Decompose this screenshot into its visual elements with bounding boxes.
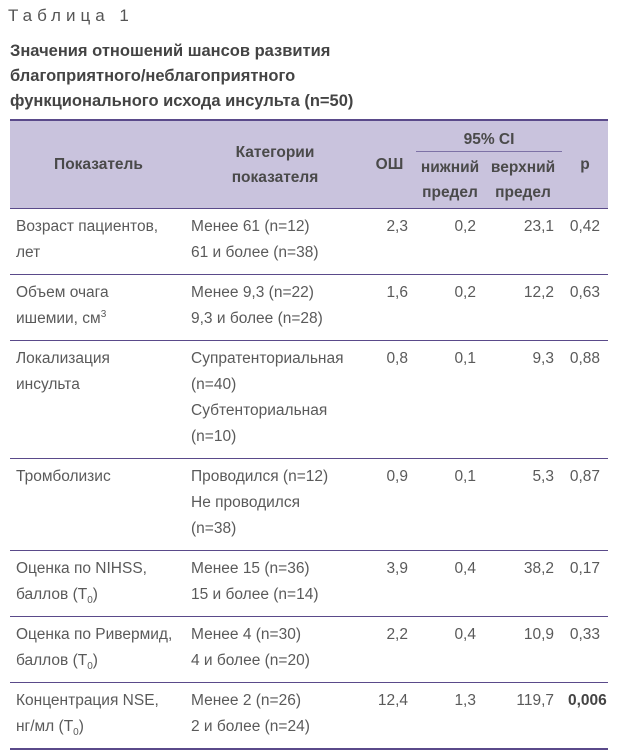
indicator-line xyxy=(16,714,183,740)
row-ci-upper: 38,2 xyxy=(523,560,554,577)
subscript: 0 xyxy=(87,595,93,607)
row-ci-lower: 1,3 xyxy=(454,692,476,709)
row-p: 0,006 xyxy=(568,692,607,709)
row-ci-upper: 5,3 xyxy=(532,468,554,485)
category-line: Менее 15 (n=36) xyxy=(191,560,310,577)
table-row xyxy=(10,683,608,750)
table-title-line: благоприятного/неблагоприятного xyxy=(10,67,296,85)
row-ci-lower: 0,2 xyxy=(454,218,476,235)
row-p: 0,63 xyxy=(569,284,600,301)
indicator-text: баллов (T xyxy=(16,586,88,603)
table-row xyxy=(10,551,608,617)
row-ci-upper: 23,1 xyxy=(523,218,554,235)
row-indicator xyxy=(10,617,187,683)
header-lower-line: нижний xyxy=(420,159,480,176)
header-lower-line: предел xyxy=(422,184,478,201)
table-title xyxy=(10,39,610,114)
indicator-line: Объем очага xyxy=(16,284,109,301)
table-number-label: Таблица 1 xyxy=(8,6,134,25)
row-or: 3,9 xyxy=(386,560,408,577)
row-categories xyxy=(187,551,363,617)
row-indicator xyxy=(10,275,187,341)
indicator-line: Возраст пациентов, xyxy=(16,218,159,235)
category-line: 4 и более (n=20) xyxy=(191,652,310,669)
indicator-text: ) xyxy=(78,718,84,735)
indicator-text: нг/мл (T xyxy=(16,718,74,735)
category-line: Субтенториальная xyxy=(191,402,328,419)
table-row xyxy=(10,341,608,459)
row-categories xyxy=(187,459,363,551)
row-ci-lower: 0,1 xyxy=(454,468,476,485)
indicator-line xyxy=(16,582,183,608)
category-line: (n=40) xyxy=(191,376,237,393)
row-categories xyxy=(187,341,363,459)
table-row xyxy=(10,275,608,341)
odds-ratio-table xyxy=(10,119,608,750)
indicator-line: Тромболизис xyxy=(16,468,111,485)
category-line: Менее 61 (n=12) xyxy=(191,218,310,235)
table-title-line: Значения отношений шансов развития xyxy=(10,42,331,60)
row-or: 1,6 xyxy=(386,284,408,301)
header-p: р xyxy=(562,120,608,209)
row-ci-upper: 119,7 xyxy=(516,692,554,709)
indicator-line xyxy=(16,306,183,332)
table-row xyxy=(10,459,608,551)
row-or: 0,8 xyxy=(386,350,408,367)
header-category-line: показателя xyxy=(231,168,319,186)
row-p: 0,42 xyxy=(569,218,600,235)
header-ci-lower xyxy=(416,152,484,209)
header-category-line: Категории xyxy=(235,143,315,161)
indicator-line: лет xyxy=(16,244,41,261)
category-line: (n=10) xyxy=(191,428,237,445)
header-indicator: Показатель xyxy=(10,120,187,209)
category-line: 15 и более (n=14) xyxy=(191,586,319,603)
row-categories xyxy=(187,209,363,275)
indicator-line xyxy=(16,648,183,674)
indicator-text: ) xyxy=(92,586,98,603)
indicator-line: инсульта xyxy=(16,376,80,393)
category-line: (n=38) xyxy=(191,520,237,537)
row-indicator xyxy=(10,341,187,459)
indicator-text: баллов (T xyxy=(16,652,88,669)
row-indicator xyxy=(10,209,187,275)
indicator-text: ишемии, см xyxy=(16,310,101,327)
row-indicator xyxy=(10,459,187,551)
row-p: 0,17 xyxy=(569,560,600,577)
row-ci-upper: 12,2 xyxy=(523,284,554,301)
superscript: 3 xyxy=(100,308,107,320)
row-or: 2,3 xyxy=(386,218,408,235)
category-line: 9,3 и более (n=28) xyxy=(191,310,323,327)
row-p: 0,33 xyxy=(569,626,600,643)
row-p: 0,88 xyxy=(569,350,600,367)
indicator-line: Оценка по NIHSS, xyxy=(16,560,147,577)
row-categories xyxy=(187,683,363,750)
row-indicator xyxy=(10,551,187,617)
header-upper-line: верхний xyxy=(490,159,556,176)
category-line: Менее 4 (n=30) xyxy=(191,626,301,643)
row-p: 0,87 xyxy=(569,468,600,485)
header-row xyxy=(10,120,608,152)
category-line: Менее 2 (n=26) xyxy=(191,692,301,709)
indicator-line: Локализация xyxy=(16,350,110,367)
header-ci: 95% CI xyxy=(416,120,562,152)
row-or: 0,9 xyxy=(386,468,408,485)
header-category xyxy=(187,120,363,209)
header-ci-upper xyxy=(484,152,562,209)
row-ci-lower: 0,4 xyxy=(454,560,476,577)
row-ci-upper: 10,9 xyxy=(523,626,554,643)
category-line: 61 и более (n=38) xyxy=(191,244,319,261)
indicator-line: Оценка по Ривермид, xyxy=(16,626,173,643)
row-or: 2,2 xyxy=(386,626,408,643)
table-row xyxy=(10,617,608,683)
subscript: 0 xyxy=(73,727,79,739)
subscript: 0 xyxy=(87,661,93,673)
row-categories xyxy=(187,617,363,683)
header-upper-line: предел xyxy=(495,184,551,201)
category-line: Супратенториальная xyxy=(191,350,344,367)
category-line: Проводился (n=12) xyxy=(191,468,329,485)
category-line: Менее 9,3 (n=22) xyxy=(191,284,314,301)
row-indicator xyxy=(10,683,187,750)
row-ci-lower: 0,1 xyxy=(454,350,476,367)
category-line: Не проводился xyxy=(191,494,300,511)
row-ci-lower: 0,4 xyxy=(454,626,476,643)
row-ci-upper: 9,3 xyxy=(532,350,554,367)
row-ci-lower: 0,2 xyxy=(454,284,476,301)
table-row xyxy=(10,209,608,275)
row-categories xyxy=(187,275,363,341)
header-or: ОШ xyxy=(363,120,416,209)
row-or: 12,4 xyxy=(377,692,408,709)
indicator-line: Концентрация NSE, xyxy=(16,692,159,709)
table-title-line: функционального исхода инсульта (n=50) xyxy=(10,92,354,110)
category-line: 2 и более (n=24) xyxy=(191,718,310,735)
indicator-text: ) xyxy=(92,652,98,669)
